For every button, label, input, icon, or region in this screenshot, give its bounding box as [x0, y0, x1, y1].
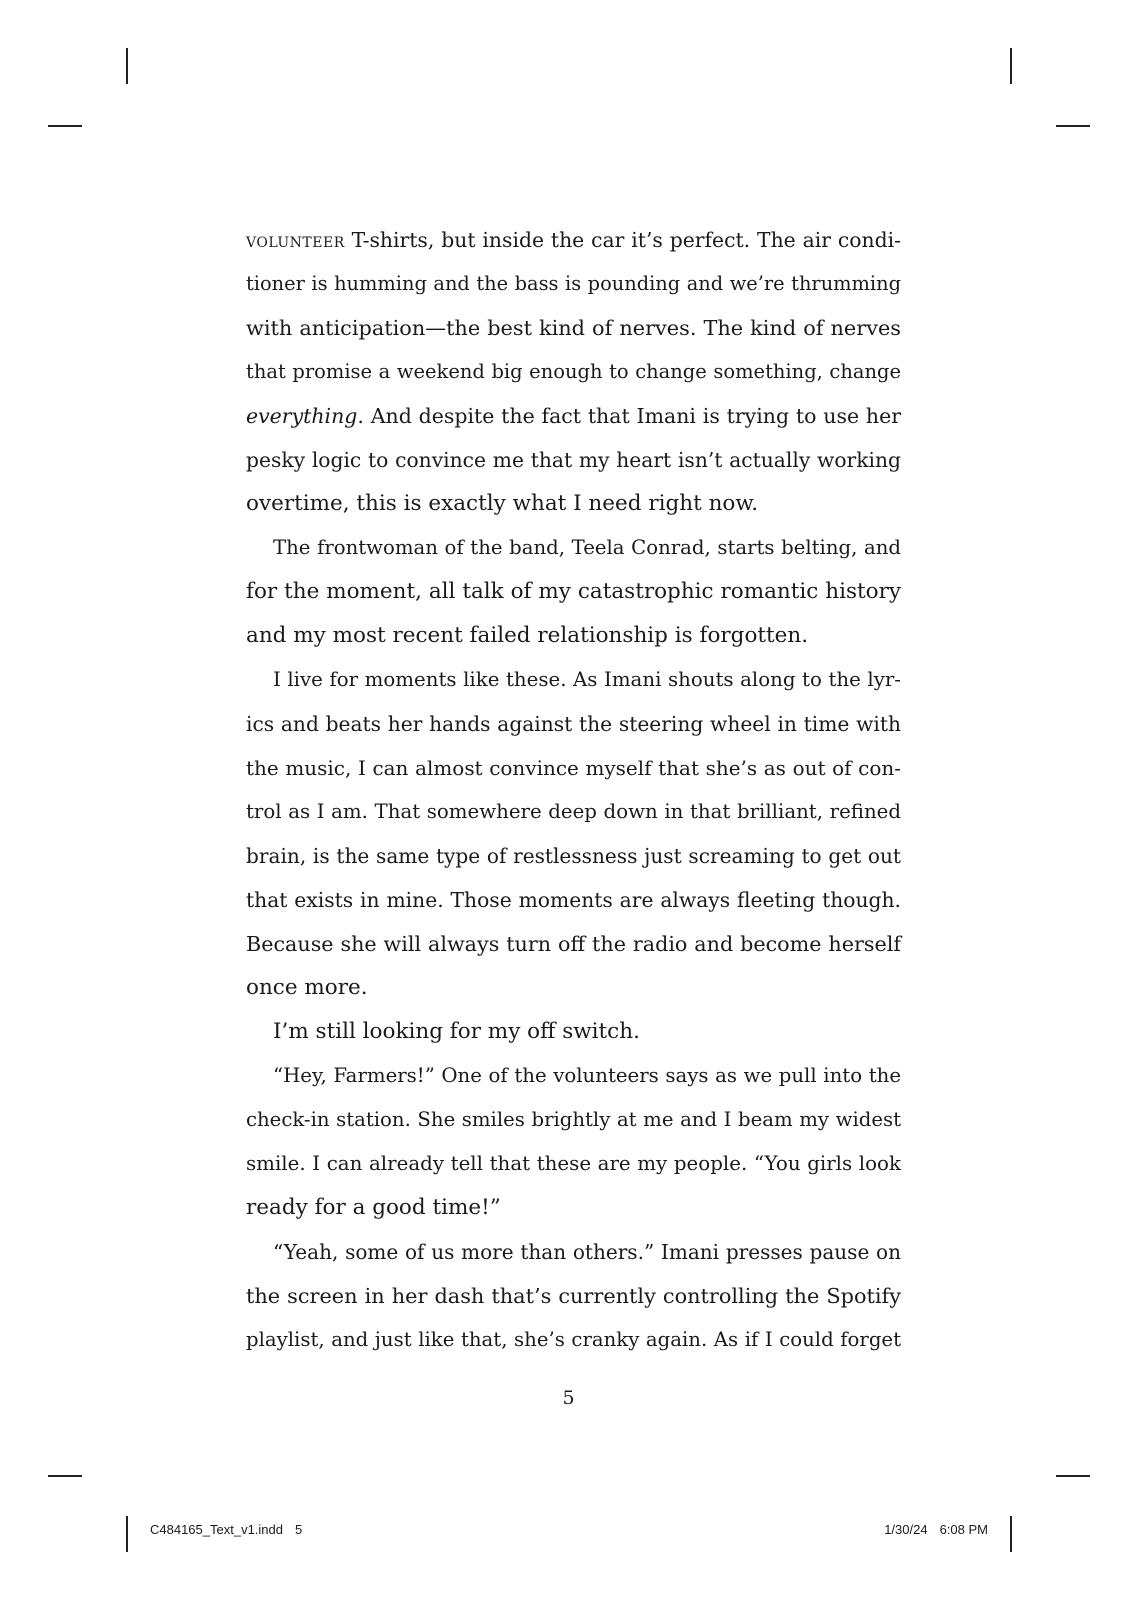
text-run: that promise a weekend big enough to change something, change [246, 360, 901, 383]
text-line [246, 614, 901, 658]
crop-mark-bottom-left [126, 1516, 128, 1552]
text-run: I’m still looking for my off switch. [273, 1019, 640, 1044]
text-line [246, 658, 901, 702]
body-text [246, 218, 901, 1362]
text-line [246, 1054, 901, 1098]
text-run: the screen in her dash that’s currently controlling the Spotify [246, 1284, 901, 1308]
text-line [246, 394, 901, 438]
text-run: I live for moments like these. As Imani shouts along to the lyr- [273, 668, 901, 691]
text-line [246, 878, 901, 922]
text-run: overtime, this is exactly what I need right now. [246, 491, 759, 516]
text-run: the music, I can almost convince myself that she’s as out of con- [246, 756, 901, 780]
text-line [246, 482, 901, 526]
text-line [246, 834, 901, 878]
text-run: that exists in mine. Those moments are always fleeting though. [246, 888, 901, 912]
text-run: ready for a good time!” [246, 1195, 501, 1220]
text-run: T-shirts, but inside the car it’s perfect. The air condi- [344, 228, 901, 252]
text-line [246, 438, 901, 482]
text-run: brain, is the same type of restlessness just screaming to get out [246, 844, 901, 868]
text-line [246, 306, 901, 350]
slug-file-info [150, 1522, 302, 1537]
text-line [246, 702, 901, 746]
text-line [246, 218, 901, 262]
crop-mark-left-bottom [48, 1475, 82, 1477]
text-run: The frontwoman of the band, Teela Conrad, starts belting, and [273, 536, 901, 559]
text-run: “Hey, Farmers!” One of the volunteers says as we pull into the [273, 1064, 901, 1087]
text-run: playlist, and just like that, she’s cranky again. As if I could forget [246, 1328, 901, 1351]
crop-mark-right-top [1056, 125, 1090, 127]
text-line [246, 570, 901, 614]
page-number: 5 [562, 1387, 575, 1409]
text-line [246, 922, 901, 966]
text-run: with anticipation—the best kind of nerves. The kind of nerves [246, 316, 901, 340]
text-run: and my most recent failed relationship is forgotten. [246, 623, 809, 648]
slug-date: 1/30/24 [884, 1522, 928, 1537]
crop-mark-left-top [48, 125, 82, 127]
text-line [246, 1186, 901, 1230]
text-run: trol as I am. That somewhere deep down in that brilliant, refined [246, 800, 901, 823]
text-line [246, 1098, 901, 1142]
crop-mark-top-left [126, 48, 128, 84]
text-line [246, 966, 901, 1010]
text-run: . And despite the fact that Imani is trying to use her [357, 404, 901, 428]
crop-mark-bottom-right [1010, 1516, 1012, 1552]
text-run: ics and beats her hands against the steering wheel in time with [246, 712, 901, 736]
crop-mark-top-right [1010, 48, 1012, 84]
text-run: smile. I can already tell that these are my people. “You girls look [246, 1152, 901, 1175]
text-line [246, 790, 901, 834]
text-run: once more. [246, 975, 368, 1000]
text-line [246, 526, 901, 570]
crop-mark-right-bottom [1056, 1475, 1090, 1477]
slug-file-page: 5 [295, 1522, 303, 1537]
slug-timestamp [884, 1522, 988, 1537]
text-run: volunteer [246, 228, 345, 252]
text-run: pesky logic to convince me that my heart isn’t actually working [246, 448, 901, 472]
text-run: Because she will always turn off the radio and become herself [246, 932, 901, 956]
slug-time: 6:08 PM [939, 1522, 988, 1537]
text-line [246, 1010, 901, 1054]
text-run: tioner is humming and the bass is pounding and we’re thrumming [246, 272, 901, 295]
text-line [246, 1142, 901, 1186]
slug-file-name: C484165_Text_v1.indd [150, 1522, 283, 1537]
text-line [246, 350, 901, 394]
text-run: for the moment, all talk of my catastrophic romantic history [246, 579, 901, 604]
text-line [246, 262, 901, 306]
text-line [246, 1318, 901, 1362]
text-run: everything [246, 404, 358, 428]
text-line [246, 746, 901, 790]
text-line [246, 1230, 901, 1274]
text-run: “Yeah, some of us more than others.” Imani presses pause on [273, 1240, 901, 1264]
text-line [246, 1274, 901, 1318]
text-run: check-in station. She smiles brightly at me and I beam my widest [246, 1108, 901, 1131]
